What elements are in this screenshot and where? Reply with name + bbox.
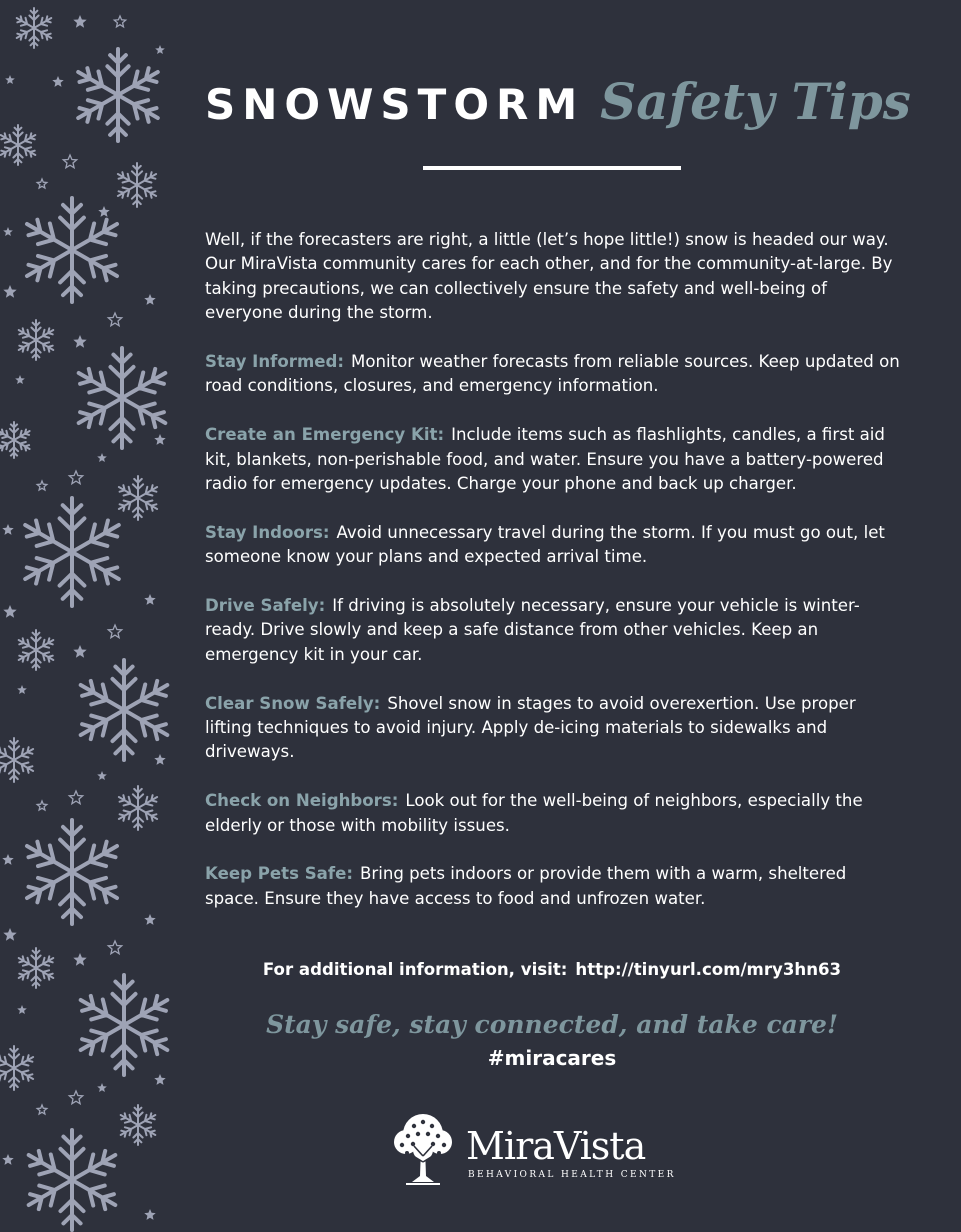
star-icon (154, 1074, 165, 1085)
tip-heading: Create an Emergency Kit: (205, 425, 445, 445)
star-icon (108, 941, 121, 954)
tip-heading: Stay Indoors: (205, 522, 330, 542)
star-icon (52, 76, 63, 87)
tip-text: Shovel snow in stages to avoid overexertion. Use proper lifting techniques to avoid injury. Apply de-icing materials to sidewalks and driveways. (205, 693, 856, 762)
star-icon (3, 928, 16, 941)
star-icon (69, 471, 82, 484)
star-icon (144, 1209, 155, 1220)
additional-info-label: For additional information, visit: (262, 960, 568, 979)
snowflake-icon (81, 660, 168, 760)
snowflake-icon (119, 476, 157, 520)
tip-stay-informed (205, 350, 905, 399)
tip-clear-snow (205, 692, 905, 765)
star-icon (154, 434, 165, 445)
star-icon (144, 594, 155, 605)
hashtag: #miracares (487, 1046, 617, 1070)
snowflake-icon (27, 820, 117, 924)
info-link[interactable]: http://tinyurl.com/mry3hn63 (575, 960, 842, 979)
star-icon (3, 285, 16, 298)
brand-subtitle: BEHAVIORAL HEALTH CENTER (468, 1170, 676, 1180)
tree-icon (388, 1112, 458, 1192)
snowflake-icon (81, 975, 168, 1075)
tip-emergency-kit (205, 423, 905, 496)
miravista-logo (388, 1112, 688, 1192)
star-icon (69, 1091, 82, 1104)
tip-text: Include items such as flashlights, candles, a first aid kit, blankets, non-perishable food, and water. Ensure you have a battery-powered radio for emergency updates. Charge your phone and back up charger. (205, 425, 885, 494)
snowflake-icon (1, 125, 36, 165)
star-icon (73, 15, 86, 28)
star-icon (17, 685, 27, 694)
star-icon (97, 771, 107, 780)
page-title (205, 72, 925, 131)
tip-text: Look out for the well-being of neighbors, especially the elderly or those with mobility issues. (205, 791, 863, 835)
star-icon (3, 227, 13, 236)
star-icon (2, 854, 13, 865)
tip-text: Monitor weather forecasts from reliable sources. Keep updated on road conditions, closures, and emergency information. (205, 352, 900, 396)
star-icon (97, 453, 107, 462)
snowflake-icon (29, 1130, 116, 1230)
star-icon (37, 481, 47, 490)
snowflake-icon (0, 422, 30, 458)
star-icon (37, 1105, 47, 1114)
snowflake-icon (78, 49, 158, 141)
star-icon (17, 1005, 27, 1014)
tip-heading: Drive Safely: (205, 596, 326, 616)
intro-paragraph: Well, if the forecasters are right, a little (let’s hope little!) snow is headed our way. Our MiraVista community cares for each other, and for the community-at-large. By taking precautions, we can collectively ensure the safety and well-being of everyone during the storm. (205, 230, 893, 323)
snowflake-icon (19, 320, 54, 360)
tip-pets-safe (205, 862, 905, 911)
star-icon (37, 801, 47, 810)
star-icon (108, 625, 121, 638)
brand-name: MiraVista (466, 1124, 646, 1168)
tip-check-neighbors (205, 789, 905, 838)
star-icon (73, 645, 86, 658)
title-divider (423, 166, 681, 170)
tip-heading: Keep Pets Safe: (205, 864, 353, 884)
star-icon (108, 313, 121, 326)
tip-text: Avoid unnecessary travel during the storm. If you must go out, let someone know your plans and expected arrival time. (205, 522, 885, 567)
star-icon (73, 335, 86, 348)
star-icon (5, 75, 15, 84)
star-icon (97, 1083, 107, 1092)
star-icon (2, 1154, 13, 1165)
star-icon (2, 524, 13, 535)
snowflake-icon (0, 738, 33, 782)
star-icon (69, 791, 82, 804)
closing-message: Stay safe, stay connected, and take care! (266, 1010, 838, 1039)
snowflake-icon (0, 1046, 33, 1090)
snowflake-icon (79, 348, 166, 448)
snowflake-icon (19, 948, 54, 988)
snowflake-icon (19, 630, 54, 670)
star-icon (63, 155, 76, 168)
star-icon (144, 294, 155, 305)
snowflake-icon (17, 8, 52, 48)
star-icon (37, 179, 47, 188)
snowflake-icon (25, 498, 119, 606)
star-icon (155, 45, 165, 54)
tips-content (205, 228, 905, 936)
snowflake-border (0, 0, 190, 1232)
tip-text: If driving is absolutely necessary, ensure your vehicle is winter-ready. Drive slowly and keep a safe distance from other vehicles. Keep an emergency kit in your car. (205, 596, 860, 664)
star-icon (114, 16, 125, 27)
tip-drive-safely (205, 594, 905, 667)
tip-heading: Check on Neighbors: (205, 791, 399, 811)
star-icon (3, 605, 16, 618)
star-icon (98, 206, 109, 217)
star-icon (154, 754, 165, 765)
title-snowstorm: SNOWSTORM (205, 80, 585, 129)
tip-heading: Stay Informed: (205, 352, 345, 372)
star-icon (15, 375, 25, 384)
star-icon (144, 914, 155, 925)
tip-text: Bring pets indoors or provide them with a warm, sheltered space. Ensure they have access to food and unfrozen water. (205, 864, 847, 908)
additional-info (205, 960, 899, 979)
snowflake-icon (119, 786, 157, 830)
snowflake-icon (118, 163, 156, 207)
tip-heading: Clear Snow Safely: (205, 693, 381, 713)
tip-stay-indoors (205, 521, 905, 570)
star-icon (73, 953, 86, 966)
snowflake-icon (121, 1105, 156, 1145)
title-safety-tips: Safety Tips (600, 72, 911, 131)
